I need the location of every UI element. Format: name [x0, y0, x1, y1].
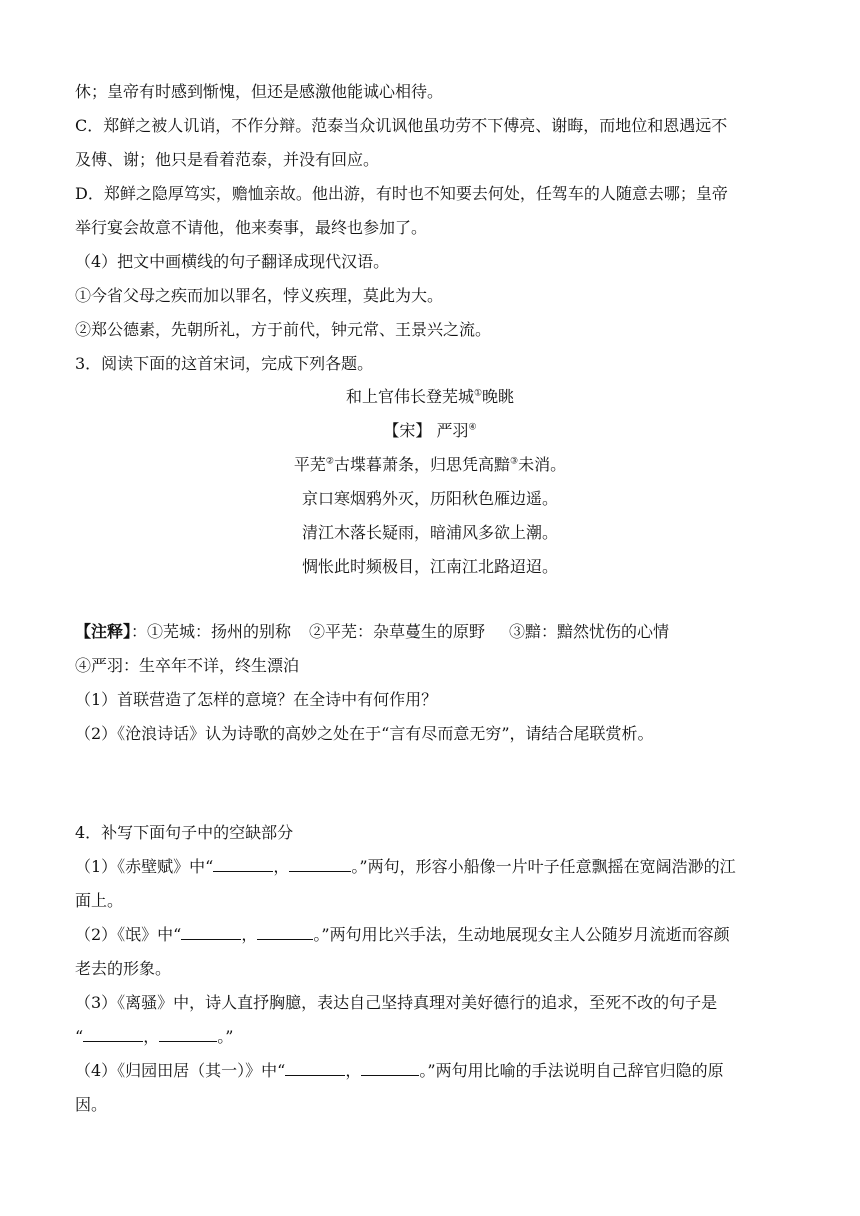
q4-item-1: （1）《赤壁赋》中“ ， 。”两句，形容小船像一片叶子任意飘摇在宽阔浩渺的江 [75, 857, 736, 876]
poem-note-4: ④严羽：生卒年不详，终生漂泊 [75, 656, 300, 675]
poem-line-2: 京口寒烟鸦外灭，历阳秋色雁边遥。 [301, 489, 558, 508]
answer-blank[interactable] [159, 1027, 217, 1042]
q3-question-2: （2）《沧浪诗话》认为诗歌的高妙之处在于“言有尽而意无穷”，请结合尾联赏析。 [75, 724, 654, 743]
answer-blank[interactable] [83, 1027, 143, 1042]
poem-line-4: 惆怅此时频极目，江南江北路迢迢。 [301, 557, 558, 576]
q4-item-4-cont: 因。 [75, 1095, 108, 1114]
q2-option-d-line2: 举行宴会故意不请他，他来奏事，最终也参加了。 [75, 218, 428, 237]
poem-line-3: 清江木落长疑雨，暗浦风多欲上潮。 [301, 523, 558, 542]
q3-intro: 3．阅读下面的这首宋词，完成下列各题。 [75, 354, 374, 373]
q4-item-1-cont: 面上。 [75, 891, 124, 910]
answer-blank[interactable] [257, 925, 313, 940]
answer-blank[interactable] [289, 857, 351, 872]
q2-option-d-line1: D．郑鲜之隐厚笃实，赡恤亲故。他出游，有时也不知要去何处，任驾车的人随意去哪；皇帝 [75, 184, 728, 203]
q2-sentence-2: ②郑公德素，先朝所礼，方于前代，钟元常、王景兴之流。 [75, 320, 492, 339]
q4-item-2: （2）《氓》中“ ， 。”两句用比兴手法，生动地展现女主人公随岁月流逝而容颜 [75, 925, 730, 944]
q2-option-b-tail: 休；皇帝有时感到惭愧，但还是感激他能诚心相待。 [75, 82, 444, 101]
answer-blank[interactable] [181, 925, 241, 940]
q4-item-4: （4）《归园田居（其一）》中“ ， 。”两句用比喻的手法说明自己辞官归隐的原 [75, 1061, 724, 1080]
poem-author: 【宋】 严羽④ [383, 421, 477, 440]
answer-blank[interactable] [285, 1061, 345, 1076]
q2-option-c-line1: C．郑鲜之被人讥诮，不作分辩。范泰当众讥讽他虽功劳不下傅亮、谢晦，而地位和恩遇远不 [75, 116, 728, 135]
q3-question-1: （1）首联营造了怎样的意境？在全诗中有何作用？ [75, 690, 438, 709]
q4-intro: 4．补写下面句子中的空缺部分 [75, 823, 294, 842]
poem-notes: 【注释】：①芜城：扬州的别称 ②平芜：杂草蔓生的原野 ③黯：黯然忧伤的心情 [75, 622, 670, 641]
q2-option-c-line2: 及傅、谢；他只是看着范泰，并没有回应。 [75, 150, 380, 169]
answer-blank[interactable] [213, 857, 273, 872]
q2-sentence-1: ①今省父母之疾而加以罪名，悖义疾理，莫此为大。 [75, 286, 444, 305]
q4-item-2-cont: 老去的形象。 [75, 959, 172, 978]
q2-subquestion-4: （4）把文中画横线的句子翻译成现代汉语。 [75, 252, 390, 271]
poem-title: 和上官伟长登芜城①晚眺 [345, 387, 515, 406]
answer-blank[interactable] [361, 1061, 419, 1076]
q4-item-3: （3）《离骚》中，诗人直抒胸臆，表达自己坚持真理对美好德行的追求，至死不改的句子是 [75, 993, 718, 1012]
q4-item-3-cont: “ ， 。” [75, 1027, 234, 1046]
notes-label: 【注释】 [75, 622, 132, 641]
poem-line-1: 平芜②古堞暮萧条，归思凭高黯③未消。 [293, 455, 567, 474]
